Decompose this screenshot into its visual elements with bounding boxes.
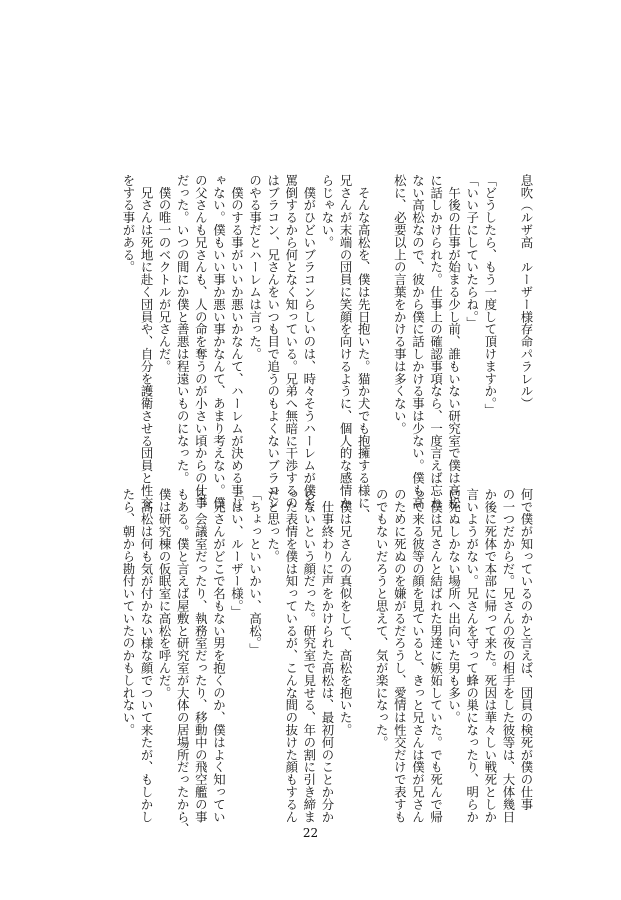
text-line: に死ぬしかない場所へ出向いた男も多い。 xyxy=(446,488,462,724)
text-line: に話しかけられた。仕事上の確認事項なら、一度言えば忘れ xyxy=(428,174,444,509)
text-line: 仕事終わりに声をかけられた高松は、最初何のことか分か xyxy=(319,488,335,823)
text-line: 僕の唯一のベクトルが兄さんだ。 xyxy=(157,174,173,373)
text-line: そんな高松を、僕は先日抱いた。猫か犬でも抱擁する様に、 xyxy=(356,174,372,522)
blank-line xyxy=(499,174,517,506)
text-line: をする事がある。 xyxy=(120,174,136,274)
text-line: 罵倒するから何となく知っている。兄弟へ無暗に干渉するの xyxy=(283,174,299,509)
text-line: 午後の仕事が始まる少し前、誰もいない研究室で僕は高松 xyxy=(446,174,462,509)
text-line: のやる事だとハーレムは言った。 xyxy=(247,174,263,360)
text-line: だった。いつの間にか僕と善悪は程遠いものになった。 xyxy=(175,174,191,484)
text-line: 僕は研究棟の仮眠室に高松を呼んだ。 xyxy=(157,488,173,699)
text-line: のために死ぬのを嫌がるだろうし、愛情は性交だけで表すも xyxy=(392,488,408,823)
story-title: 息吹（ルザ高 ルーザー様存命パラレル） xyxy=(519,174,534,410)
text-line: 言いようがない。兄さんを守って蜂の巣になったり、明らか xyxy=(464,488,480,823)
text-line: 僕は兄さんの真似をして、高松を抱いた。 xyxy=(338,488,354,736)
text-line: 何で僕が知っているのかと言えば、団員の検死が僕の仕事 xyxy=(519,488,534,811)
blank-line xyxy=(354,488,372,820)
text-line: はブラコン、兄さんをいつも目で追うのもよくないブラコン xyxy=(265,174,281,509)
text-line: 「どうしたら、もう一度して頂けますか。」 xyxy=(482,174,498,416)
text-line: ない高松なので、彼から僕に話しかける事は少ない。僕も高 xyxy=(410,174,426,509)
text-line: 兄さんがどこで名もない男を抱くのか、僕はよく知ってい xyxy=(211,488,227,823)
text-line: 高松は何も気が付かない様な顔でついて来たが、もしかし xyxy=(139,488,155,823)
text-line: る。会議室だったり、執務室だったり、移動中の飛空艦の事 xyxy=(193,488,209,823)
text-line: たら、朝から勘付いていたのかもしれない。 xyxy=(120,488,136,736)
text-line: 僕のする事がいいか悪いかなんて、ハーレムが決める事じ xyxy=(229,174,245,509)
text-line: 「ちょっといいかい、高松。」 xyxy=(247,488,263,656)
text-line: って来る彼等の顔を見ていると、きっと兄さんは僕が兄さん xyxy=(410,488,426,823)
text-line: 僕は兄さんと結ばれた男達に嫉妬していた。でも死んで帰 xyxy=(428,488,444,823)
text-line: ゃない。僕もいい事か悪い事かなんて、あまり考えない。僕 xyxy=(211,174,227,509)
text-line: 兄さんが末端の団員に笑顔を向けるように、個人的な感情か xyxy=(338,174,354,509)
text-line: もある。僕と言えば屋敷と研究室が大体の居場所だったから、 xyxy=(175,488,191,836)
text-line: 僕がひどいブラコンらしいのは、時々そうハーレムが僕を xyxy=(301,174,317,509)
blank-line xyxy=(372,174,390,506)
text-line: 「いい子にしていたらね。」 xyxy=(464,174,480,329)
text-line: 兄さんは死地に赴く団員や、自分を護衛させる団員と性交 xyxy=(139,174,155,509)
text-line: の父さんも兄さんも、人の命を奪うのが小さい頃からの仕事 xyxy=(193,174,209,509)
text-line: の一つだからだ。兄さんの夜の相手をした彼等は、大体幾日 xyxy=(500,488,516,823)
text-line: 松に、必要以上の言葉をかける事は多くない。 xyxy=(392,174,408,435)
text-line: らじゃない。 xyxy=(319,174,335,249)
page-number: 22 xyxy=(302,826,319,840)
text-line: のでもないだろうと思えて、気が楽になった。 xyxy=(374,488,390,749)
text-line: 「はい、ルーザー様。」 xyxy=(229,488,245,619)
text-line: らないという顔だった。研究室で見せる、年の割に引き締ま xyxy=(301,488,317,823)
text-line: だと思った。 xyxy=(265,488,281,563)
text-line: か後に死体で本部に帰って来た。死因は華々しい戦死としか xyxy=(482,488,498,823)
text-line: った表情を僕は知っているが、こんな間の抜けた顔もするん xyxy=(283,488,299,823)
text-column-top xyxy=(119,174,535,522)
